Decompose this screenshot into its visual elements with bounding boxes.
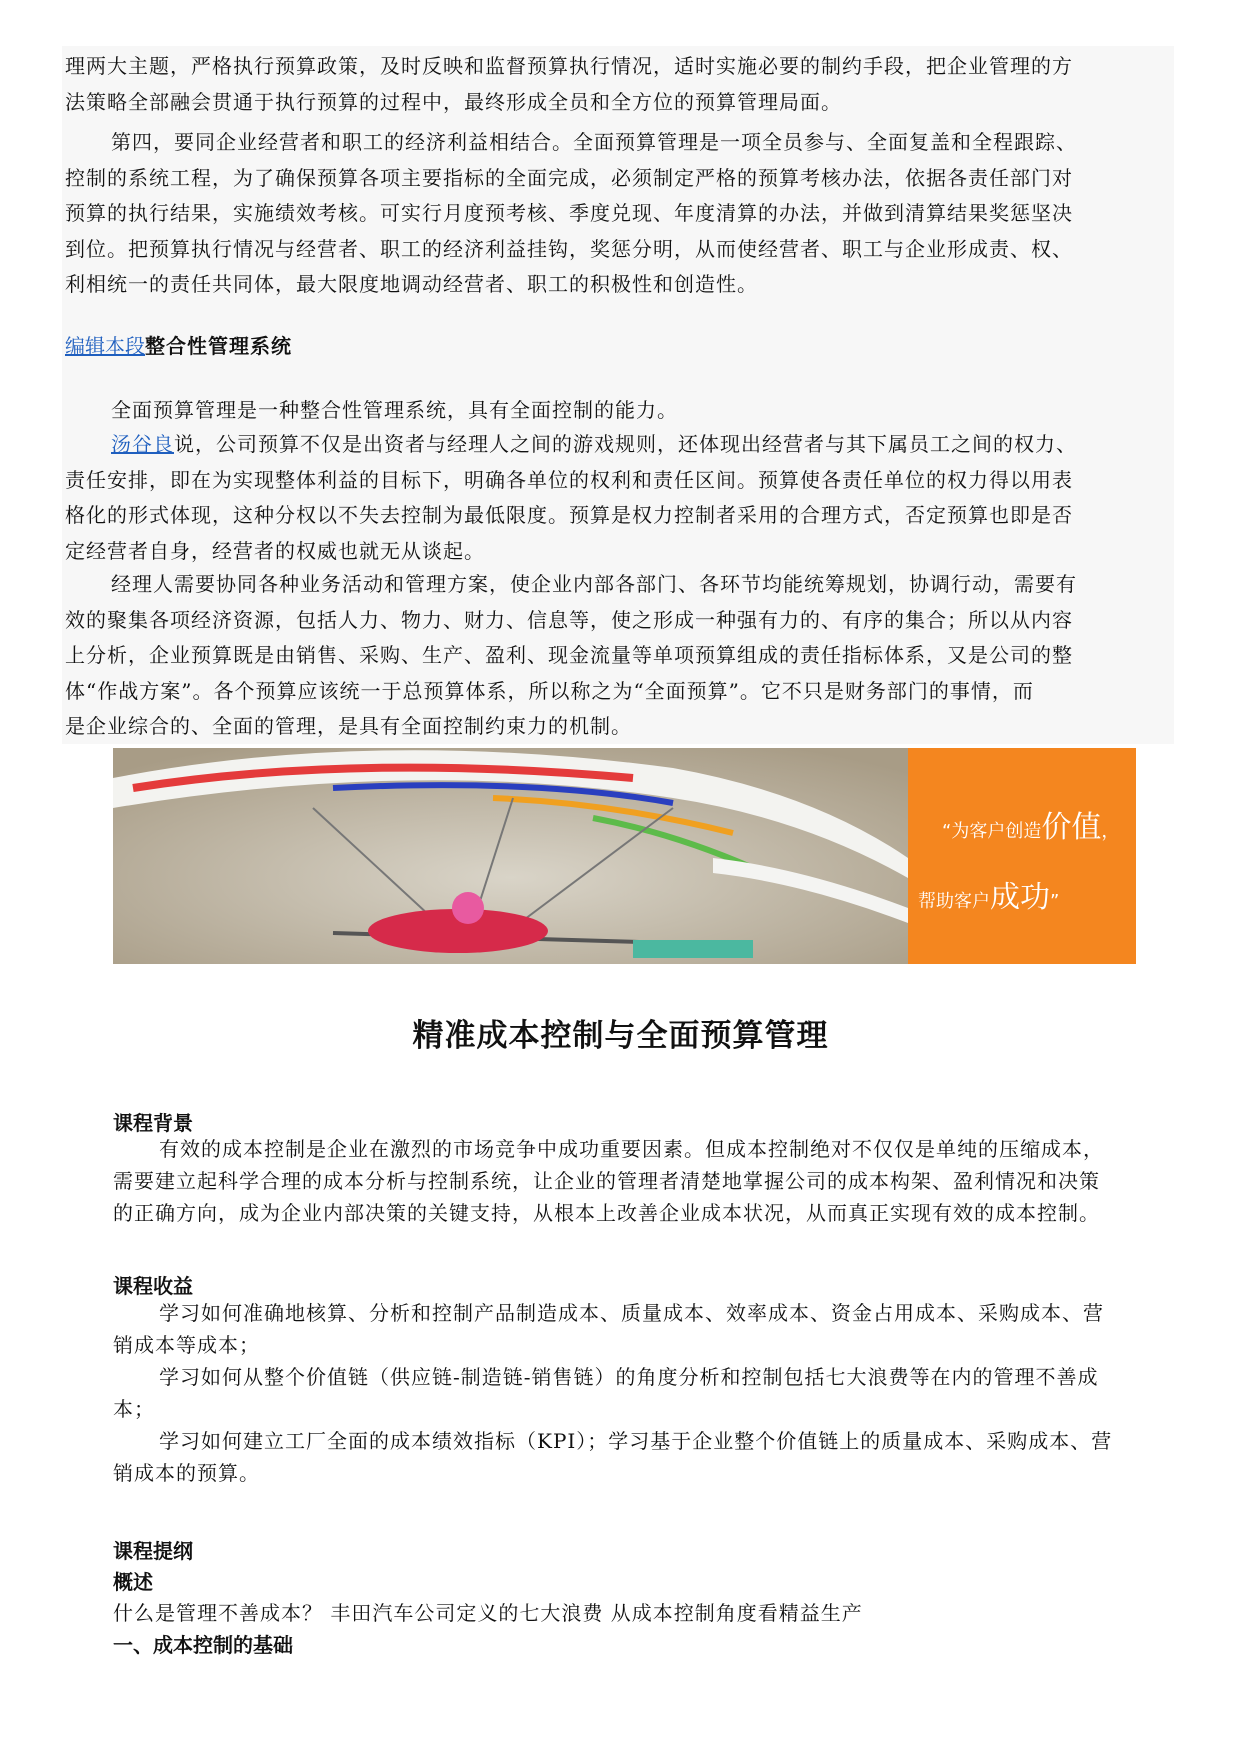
- person-link-tang-guliang[interactable]: 汤谷良: [111, 432, 174, 456]
- heading-overview: 概述: [113, 1570, 153, 1594]
- course-title: 精准成本控制与全面预算管理: [412, 1018, 829, 1054]
- slogan-line-1: “为客户创造价值，: [942, 810, 1120, 845]
- heading-part-1: 一、成本控制的基础: [113, 1633, 293, 1657]
- text-line: 学习如何建立工厂全面的成本绩效指标（KPI）；学习基于企业整个价值链上的质量成本、采购成本、营: [159, 1429, 1113, 1453]
- section-title: 整合性管理系统: [145, 334, 292, 358]
- benefit-item-3: [113, 1425, 1112, 1489]
- text-line: 是企业综合的、全面的管理，是具有全面控制约束力的机制。: [65, 714, 632, 738]
- paragraph-integrated-system: 全面预算管理是一种整合性管理系统，具有全面控制的能力。: [111, 398, 678, 422]
- text-line: 有效的成本控制是企业在激烈的市场竞争中成功重要因素。但成本控制绝对不仅仅是单纯的压缩成本，: [159, 1137, 1104, 1161]
- text-line: 本；: [113, 1397, 155, 1421]
- slogan-line-2: 帮助客户成功”: [918, 880, 1060, 915]
- text-line: 第四，要同企业经营者和职工的经济利益相结合。全面预算管理是一项全员参与、全面复盖和全程跟踪、: [111, 130, 1077, 154]
- text-line: 上分析，企业预算既是由销售、采购、生产、盈利、现金流量等单项预算组成的责任指标体系，又是公司的整: [65, 643, 1073, 667]
- paragraph-budget-themes: [65, 49, 1073, 120]
- benefit-item-2: [113, 1361, 1099, 1425]
- text-line: 利相统一的责任共同体，最大限度地调动经营者、职工的积极性和创造性。: [65, 272, 758, 296]
- paragraph-manager-coordination: [65, 567, 1077, 745]
- text-line: 体“作战方案”。各个预算应该统一于总预算体系，所以称之为“全面预算”。它不只是财务部门的事情，而: [65, 678, 1034, 703]
- text-line: 的正确方向，成为企业内部决策的关键支持，从根本上改善企业成本状况，从而真正实现有效的成本控制。: [113, 1201, 1100, 1225]
- text-line: 到位。把预算执行情况与经营者、职工的经济利益挂钩，奖惩分明，从而使经营者、职工与企业形成责、权、: [65, 236, 1073, 261]
- overview-items: 什么是管理不善成本？ 丰田汽车公司定义的七大浪费 从成本控制角度看精益生产: [113, 1601, 863, 1625]
- heading-benefits: 课程收益: [113, 1274, 193, 1298]
- heading-outline: 课程提纲: [113, 1539, 193, 1563]
- text-line: 效的聚集各项经济资源，包括人力、物力、财力、信息等，使之形成一种强有力的、有序的集合；所以从内容: [65, 607, 1073, 632]
- heading-background: 课程背景: [113, 1111, 193, 1135]
- text-line: 经理人需要协同各种业务活动和管理方案，使企业内部各部门、各环节均能统筹规划，协调行动，需要有: [111, 572, 1077, 596]
- text-line: 销成本的预算。: [113, 1461, 260, 1485]
- paragraph-background: [113, 1133, 1104, 1229]
- text-line: 控制的系统工程，为了确保预算各项主要指标的全面完成，必须制定严格的预算考核办法，依据各责任部门对: [65, 165, 1073, 190]
- text-line: 学习如何准确地核算、分析和控制产品制造成本、质量成本、效率成本、资金占用成本、采购成本、营: [159, 1301, 1104, 1325]
- text-line: 汤谷良说，公司预算不仅是出资者与经理人之间的游戏规则，还体现出经营者与其下属员工之间的权力、: [111, 432, 1077, 456]
- slogan-panel: [908, 748, 1136, 964]
- hang-glider-illustration: [113, 748, 908, 964]
- text-line: 预算的执行结果，实施绩效考核。可实行月度预考核、季度兑现、年度清算的办法，并做到清算结果奖惩坚决: [65, 201, 1073, 225]
- paragraph-fourth-point: [65, 125, 1077, 303]
- text-line: 销成本等成本；: [113, 1333, 260, 1357]
- text-line: 理两大主题，严格执行预算政策，及时反映和监督预算执行情况，适时实施必要的制约手段，把企业管理的方: [65, 54, 1073, 78]
- edit-section-link[interactable]: 编辑本段: [65, 334, 145, 358]
- paragraph-tang-guliang: [65, 427, 1077, 569]
- banner-image: [113, 748, 1136, 964]
- text-line: 格化的形式体现，这种分权以不失去控制为最低限度。预算是权力控制者采用的合理方式，否定预算也即是否: [65, 503, 1073, 527]
- text-line: 需要建立起科学合理的成本分析与控制系统，让企业的管理者清楚地掌握公司的成本构架、盈利情况和决策: [113, 1169, 1100, 1193]
- section-heading: [65, 330, 292, 359]
- text-line: 学习如何从整个价值链（供应链-制造链-销售链）的角度分析和控制包括七大浪费等在内的管理不善成: [159, 1365, 1099, 1389]
- benefit-item-1: [113, 1297, 1104, 1361]
- text-line: 责任安排，即在为实现整体利益的目标下，明确各单位的权利和责任区间。预算使各责任单位的权力得以用表: [65, 467, 1073, 492]
- text-line: 定经营者自身，经营者的权威也就无从谈起。: [65, 538, 485, 563]
- hang-glider-photo: [113, 748, 908, 964]
- text-line: 法策略全部融会贯通于执行预算的过程中，最终形成全员和全方位的预算管理局面。: [65, 89, 842, 114]
